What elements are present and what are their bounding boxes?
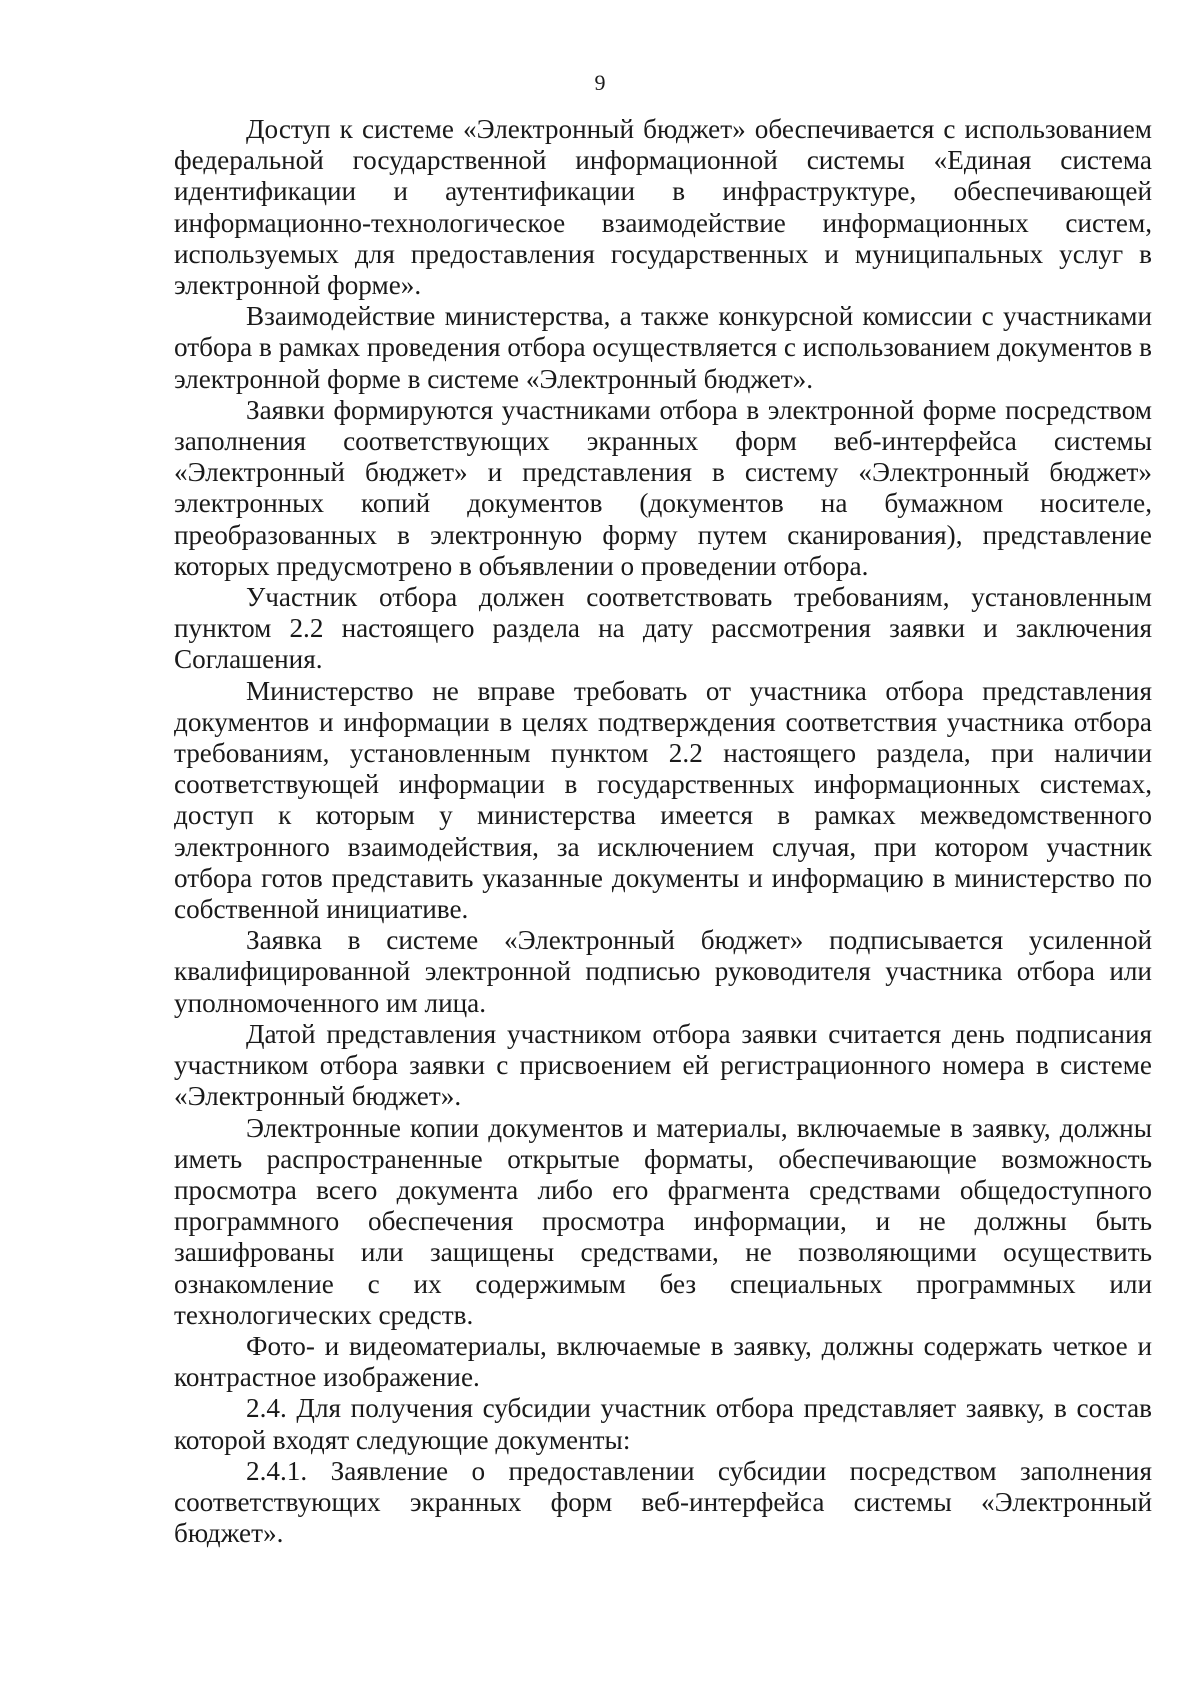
paragraph-section-2-4: 2.4. Для получения субсидии участник отбора представляет заявку, в состав которой входят следующие документы: bbox=[174, 1393, 1152, 1455]
paragraph-ministry-restrictions: Министерство не вправе требовать от участника отбора представления документов и информации в целях подтверждения соответствия участника отбора требованиям, установленным пунктом 2.2 настоящего раздела, при наличии соответствующей информации в государственных информационных системах, доступ к которым у министерства имеется в рамках межведомственного электронного взаимодействия, за исключением случая, при котором участник отбора готов представить указанные документы и информацию в министерство по собственной инициативе. bbox=[174, 675, 1152, 925]
paragraph-applications-formed: Заявки формируются участниками отбора в электронной форме посредством заполнения соответствующих экранных форм веб-интерфейса системы «Электронный бюджет» и представления в систему «Электронный бюджет» электронных копий документов (документов на бумажном носителе, преобразованных в электронную форму путем сканирования), представление которых предусмотрено в объявлении о проведении отбора. bbox=[174, 394, 1152, 581]
paragraph-interaction: Взаимодействие министерства, а также конкурсной комиссии с участниками отбора в рамках проведения отбора осуществляется с использованием документов в электронной форме в системе «Электронный бюджет». bbox=[174, 301, 1152, 394]
paragraph-electronic-copies: Электронные копии документов и материалы, включаемые в заявку, должны иметь распространенные открытые форматы, обеспечивающие возможность просмотра всего документа либо его фрагмента средствами общедоступного программного обеспечения просмотра информации, и не должны быть зашифрованы или защищены средствами, не позволяющими осуществить ознакомление с их содержимым без специальных программных или технологических средств. bbox=[174, 1112, 1152, 1330]
document-body bbox=[174, 114, 1152, 1549]
paragraph-signature: Заявка в системе «Электронный бюджет» подписывается усиленной квалифицированной электронной подписью руководителя участника отбора или уполномоченного им лица. bbox=[174, 925, 1152, 1018]
page-number: 9 bbox=[594, 70, 606, 95]
paragraph-photo-video: Фото- и видеоматериалы, включаемые в заявку, должны содержать четкое и контрастное изображение. bbox=[174, 1330, 1152, 1393]
paragraph-participant-requirements: Участник отбора должен соответствовать требованиям, установленным пунктом 2.2 настоящего раздела на дату рассмотрения заявки и заключения Соглашения. bbox=[174, 582, 1152, 675]
paragraph-submission-date: Датой представления участником отбора заявки считается день подписания участником отбора заявки с присвоением ей регистрационного номера в системе «Электронный бюджет». bbox=[174, 1018, 1152, 1112]
paragraph-access-system: Доступ к системе «Электронный бюджет» обеспечивается с использованием федеральной государственной информационной системы «Единая система идентификации и аутентификации в инфраструктуре, обеспечивающей информационно-технологическое взаимодействие информационных систем, используемых для предоставления государственных и муниципальных услуг в электронной форме». bbox=[174, 114, 1152, 301]
paragraph-section-2-4-1: 2.4.1. Заявление о предоставлении субсидии посредством заполнения соответствующих экранных форм веб-интерфейса системы «Электронный бюджет». bbox=[174, 1455, 1152, 1549]
